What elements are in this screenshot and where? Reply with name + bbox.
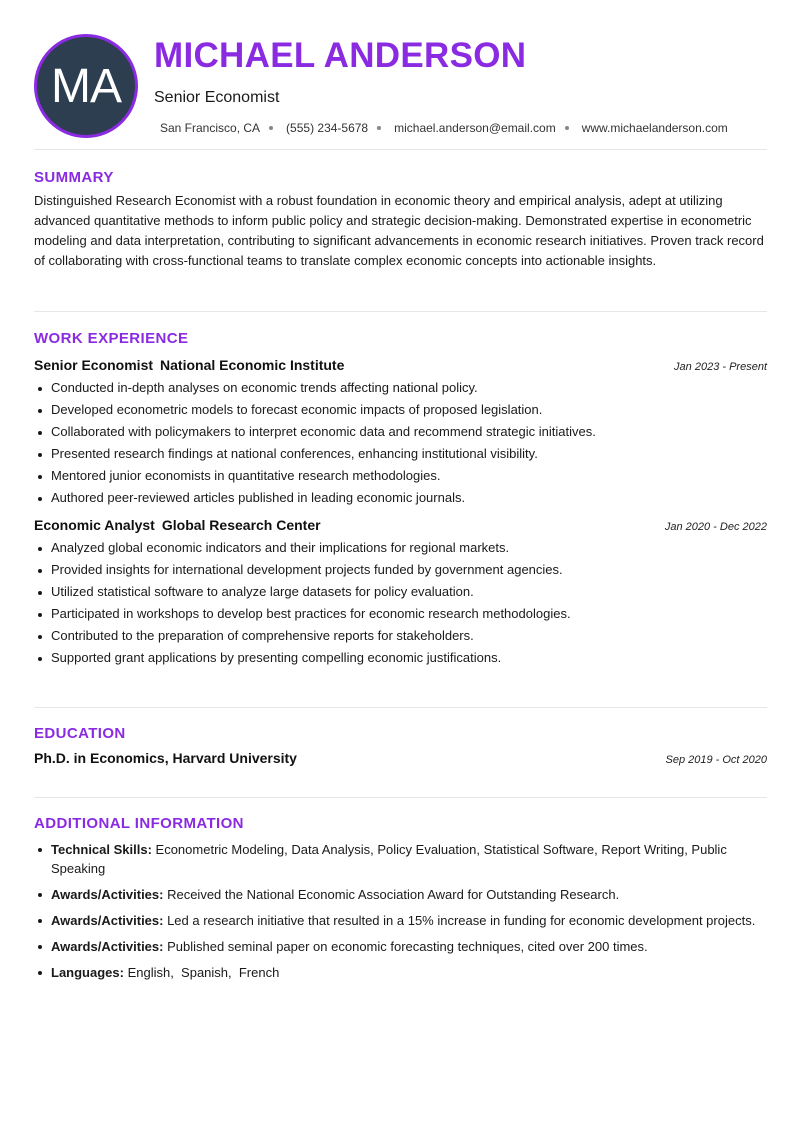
resume-header [34, 0, 767, 150]
job-header [34, 517, 767, 533]
list-item: Supported grant applications by presenting compelling economic justifications. [34, 647, 767, 669]
separator-dot-icon [269, 126, 273, 130]
list-item [34, 963, 767, 982]
list-item: Developed econometric models to forecast economic impacts of proposed legislation. [34, 399, 767, 421]
item-label: Awards/Activities: [51, 939, 164, 954]
job-dates: Jan 2023 - Present [674, 361, 767, 373]
section-title-education: EDUCATION [34, 725, 126, 742]
job-role: Economic Analyst [34, 517, 155, 533]
item-label: Awards/Activities: [51, 887, 164, 902]
item-text: Econometric Modeling, Data Analysis, Policy Evaluation, Statistical Software, Report Writing, Public Speaking [51, 842, 727, 876]
job-title [34, 357, 344, 373]
list-item [34, 840, 767, 878]
job-entry [34, 357, 767, 509]
item-label: Languages: [51, 965, 124, 980]
section-title-summary: SUMMARY [34, 169, 114, 186]
job-bullets [34, 377, 767, 509]
list-item: Conducted in-depth analyses on economic trends affecting national policy. [34, 377, 767, 399]
separator-dot-icon [565, 126, 569, 130]
summary-section [34, 150, 767, 312]
contact-website[interactable]: www.michaelanderson.com [581, 121, 728, 135]
list-item: Collaborated with policymakers to interpret economic data and recommend strategic initiatives. [34, 421, 767, 443]
additional-list [34, 840, 767, 982]
summary-text: Distinguished Research Economist with a robust foundation in economic theory and empirical analysis, adept at utilizing advanced quantitative methods to inform public policy and strategic decision-making. Demonstrated expertise in econometric modeling and data interpretation, contributing to significant advancements in economic research initiatives. Proven track record of collaborating with cross-functional teams to translate complex economic concepts into actionable insights. [34, 193, 764, 268]
item-label: Technical Skills: [51, 842, 152, 857]
item-text: Published seminal paper on economic forecasting techniques, cited over 200 times. [163, 939, 648, 954]
list-item: Analyzed global economic indicators and their implications for regional markets. [34, 537, 767, 559]
candidate-name: MICHAEL ANDERSON [154, 36, 527, 75]
contact-location: San Francisco, CA [160, 121, 261, 135]
job-company: Global Research Center [161, 517, 321, 533]
resume-page [34, 0, 767, 989]
experience-section [34, 312, 767, 708]
job-header [34, 357, 767, 373]
list-item: Mentored junior economists in quantitative research methodologies. [34, 465, 767, 487]
contact-email[interactable]: michael.anderson@email.com [394, 121, 556, 135]
additional-section [34, 798, 767, 982]
item-label: Awards/Activities: [51, 913, 164, 928]
section-title-experience: WORK EXPERIENCE [34, 330, 189, 347]
list-item: Presented research findings at national conferences, enhancing institutional visibility. [34, 443, 767, 465]
list-item [34, 937, 767, 956]
education-dates: Sep 2019 - Oct 2020 [665, 754, 767, 766]
separator-dot-icon [377, 126, 381, 130]
contact-line [160, 121, 728, 135]
job-role: Senior Economist [34, 357, 154, 373]
avatar [34, 34, 138, 138]
list-item: Provided insights for international development projects funded by government agencies. [34, 559, 767, 581]
contact-phone[interactable]: (555) 234-5678 [286, 121, 369, 135]
degree: Ph.D. in Economics, Harvard University [34, 750, 297, 766]
list-item [34, 911, 767, 930]
list-item: Participated in workshops to develop best practices for economic research methodologies. [34, 603, 767, 625]
education-section [34, 708, 767, 798]
list-item: Authored peer-reviewed articles published in leading economic journals. [34, 487, 767, 509]
item-text: Led a research initiative that resulted in a 15% increase in funding for economic development projects. [163, 913, 756, 928]
job-entry [34, 517, 767, 669]
education-entry [34, 750, 767, 766]
avatar-initials: MA [51, 59, 121, 113]
candidate-title: Senior Economist [154, 89, 280, 106]
job-bullets [34, 537, 767, 669]
item-text: English, Spanish, French [123, 965, 280, 980]
item-text: Received the National Economic Association Award for Outstanding Research. [163, 887, 620, 902]
list-item: Contributed to the preparation of comprehensive reports for stakeholders. [34, 625, 767, 647]
job-title [34, 517, 321, 533]
list-item [34, 885, 767, 904]
job-company: National Economic Institute [160, 357, 345, 373]
section-title-additional: ADDITIONAL INFORMATION [34, 815, 244, 832]
job-dates: Jan 2020 - Dec 2022 [664, 521, 767, 533]
list-item: Utilized statistical software to analyze large datasets for policy evaluation. [34, 581, 767, 603]
